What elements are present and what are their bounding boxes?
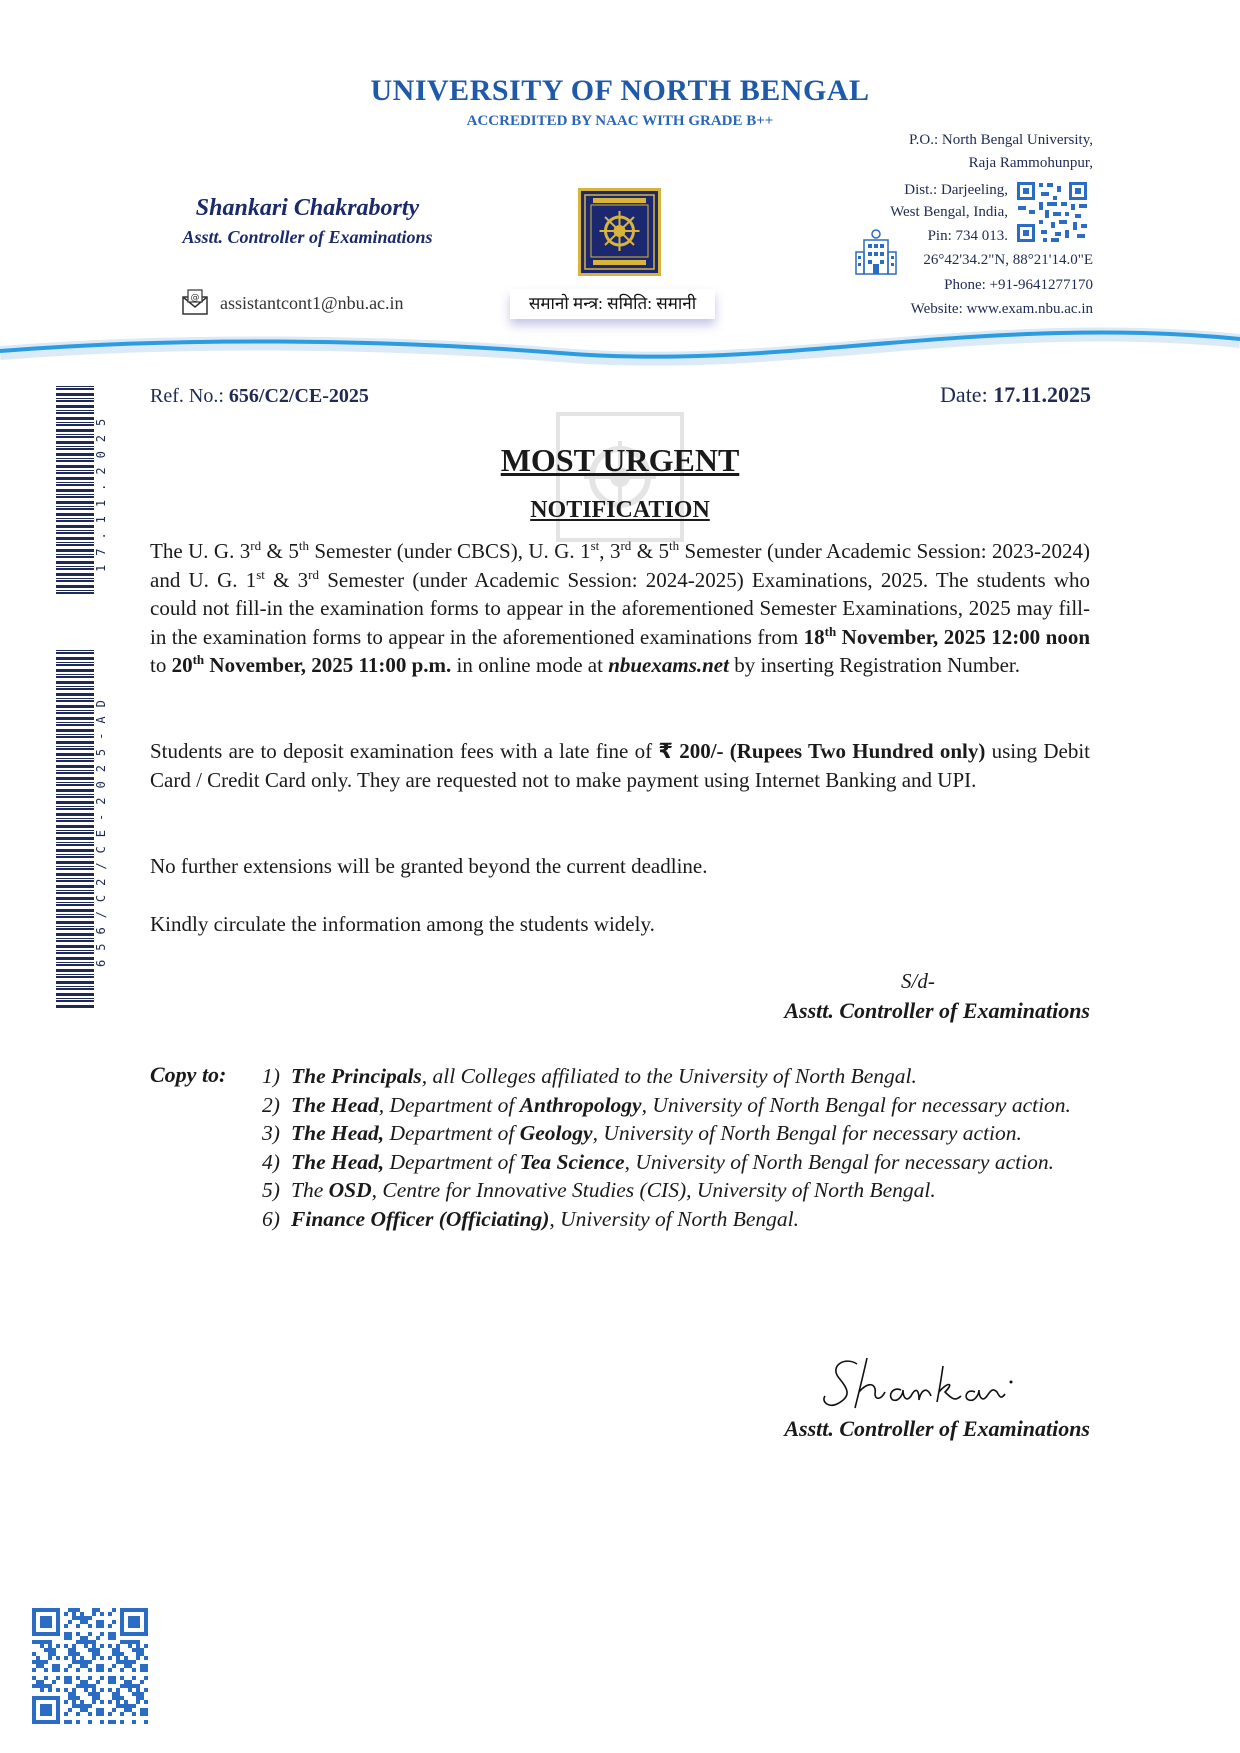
- qr-code: [32, 1608, 148, 1724]
- officer-name: Shankari Chakraborty: [195, 195, 420, 221]
- list-item: 4) The Head, Department of Tea Science, University of North Bengal for necessary action.: [262, 1149, 1054, 1174]
- address-line: Raja Rammohunpur,: [968, 155, 1093, 171]
- university-logo: [578, 188, 661, 276]
- email-address[interactable]: assistantcont1@nbu.ac.in: [220, 292, 404, 313]
- reference-number: Ref. No.: 656/C2/CE-2025: [150, 385, 369, 407]
- exam-website-link[interactable]: nbuexams.net: [608, 653, 729, 677]
- barcode-reference-text: 656/C2/CE-2025-AD: [94, 691, 108, 967]
- university-motto: समानो मन्त्र: समिति: समानी: [510, 289, 715, 319]
- barcode-date-text: 17.11.2025: [94, 409, 108, 573]
- list-item: 1) The Principals, all Colleges affiliated to the University of North Bengal.: [262, 1064, 917, 1088]
- header-wave-divider: [0, 325, 1240, 385]
- paragraph-4: Kindly circulate the information among the students widely.: [150, 912, 655, 936]
- signed-mark: S/d-: [901, 969, 935, 993]
- paragraph-2: Students are to deposit examination fees with a late fine of ₹ 200/- (Rupees Two Hundred only) using Debit Card / Credit Card only. They are requested not to make payment using Internet Banking and UPI.: [150, 739, 1091, 792]
- email-icon: [180, 288, 210, 318]
- handwritten-signature: [815, 1352, 1025, 1414]
- barcode-date: [56, 386, 94, 596]
- barcode-reference: [56, 650, 94, 1008]
- address-website[interactable]: Website: www.exam.nbu.ac.in: [910, 301, 1093, 317]
- paragraph-3: No further extensions will be granted beyond the current deadline.: [150, 854, 708, 878]
- svg-text:@: @: [190, 293, 200, 303]
- qr-code-icon: [1015, 180, 1089, 244]
- list-item: 5) The OSD, Centre for Innovative Studies (CIS), University of North Bengal.: [262, 1178, 936, 1202]
- paragraph-1: The U. G. 3rd & 5th Semester (under CBCS), U. G. 1st, 3rd & 5th Semester (under Academic Session: 2023-2024) and U. G. 1st & 3rd Semester (under Academic Session: 2024-2025) Examinations, 2025. The students who could not fill-in the examination forms to appear in the aforementioned Semester Examinations, 2025 may fill-in the examination forms to appear in the aforementioned examinations from 18th November, 2025 12:00 noon to 20th November, 2025 11:00 p.m. in online mode at nbuexams.net by inserting Registration Number.: [150, 538, 1091, 677]
- address-line: Pin: 734 013.: [927, 228, 1008, 244]
- copy-to-label: Copy to:: [150, 1062, 227, 1087]
- address-line: P.O.: North Bengal University,: [908, 132, 1093, 148]
- copy-to-list: [262, 1062, 1090, 1233]
- accreditation: ACCREDITED BY NAAC WITH GRADE B++: [466, 113, 774, 129]
- address-phone: Phone: +91-9641277170: [944, 277, 1093, 293]
- address-line: Dist.: Darjeeling,: [904, 182, 1008, 198]
- list-item: 3) The Head, Department of Geology, University of North Bengal for necessary action.: [262, 1121, 1022, 1145]
- list-item: 2) The Head, Department of Anthropology, University of North Bengal for necessary action.: [262, 1092, 1071, 1117]
- rupee-icon: ₹: [658, 739, 673, 763]
- heading-most-urgent: MOST URGENT: [500, 442, 740, 478]
- signatory-title-bottom: Asstt. Controller of Examinations: [784, 1416, 1090, 1441]
- university-name: UNIVERSITY OF NORTH BENGAL: [370, 74, 870, 107]
- list-item: 6) Finance Officer (Officiating), University of North Bengal.: [262, 1206, 799, 1231]
- notice-date: Date: 17.11.2025: [940, 382, 1091, 407]
- officer-title: Asstt. Controller of Examinations: [182, 227, 433, 247]
- heading-notification: NOTIFICATION: [530, 497, 710, 523]
- address-coordinates: 26°42'34.2"N, 88°21'14.0"E: [923, 252, 1093, 268]
- building-icon: [854, 228, 898, 276]
- signatory-title: Asstt. Controller of Examinations: [784, 998, 1090, 1023]
- email-row: [180, 288, 404, 318]
- address-line: West Bengal, India,: [890, 204, 1008, 220]
